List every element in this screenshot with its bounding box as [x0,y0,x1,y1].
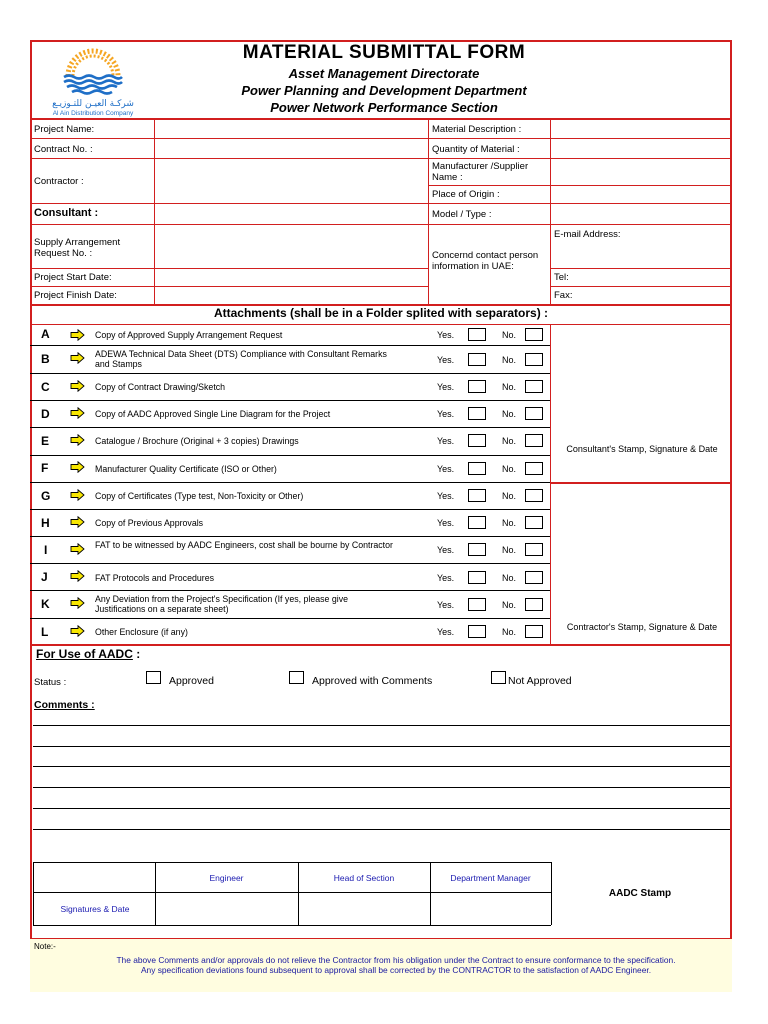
no-label: No. [502,491,517,501]
consultant-label: Consultant : [34,207,99,219]
note-label: Note:- [34,942,56,951]
row-letter: J [41,570,48,584]
approved-checkbox[interactable] [146,671,161,684]
yes-checkbox[interactable] [468,328,486,341]
arrow-right-icon [70,597,85,609]
divider [30,563,550,564]
divider [30,158,732,159]
engineer-header: Engineer [209,873,244,883]
aadc-heading [36,647,140,661]
divider [30,268,428,269]
divider [550,286,732,287]
email-label: E-mail Address: [554,229,621,240]
place-of-origin-label: Place of Origin : [432,189,500,200]
yes-label: Yes. [437,355,455,365]
attachment-text: Manufacturer Quality Certificate (ISO or Other) [95,464,277,474]
no-label: No. [502,436,517,446]
yes-label: Yes. [437,409,455,419]
no-label: No. [502,382,517,392]
divider [551,862,552,925]
comment-line[interactable] [33,746,730,747]
divider [154,118,155,304]
no-checkbox[interactable] [525,489,543,502]
contract-no-label: Contract No. : [34,144,93,155]
no-label: No. [502,518,517,528]
no-label: No. [502,355,517,365]
comments-label: Comments : [34,699,95,711]
divider [30,118,732,120]
divider [30,286,428,287]
yes-checkbox[interactable] [468,380,486,393]
yes-checkbox[interactable] [468,516,486,529]
aadc-stamp-label: AADC Stamp [608,888,672,899]
arrow-right-icon [70,625,85,637]
yes-label: Yes. [437,600,455,610]
project-name-label: Project Name: [34,124,95,135]
divider [30,455,550,456]
divider [30,644,732,646]
no-label: No. [502,330,517,340]
head-of-section-header: Head of Section [333,873,395,883]
attachment-text: Copy of Previous Approvals [95,518,204,528]
divider [30,509,550,510]
aadc-heading-text: For Use of AADC [36,647,133,661]
yes-checkbox[interactable] [468,543,486,556]
fax-label: Fax: [554,290,573,301]
no-checkbox[interactable] [525,516,543,529]
manufacturer-label: Manufacturer /Supplier Name : [432,161,529,183]
no-checkbox[interactable] [525,543,543,556]
row-letter: B [41,352,50,366]
no-label: No. [502,409,517,419]
arrow-right-icon [70,352,85,364]
yes-label: Yes. [437,518,455,528]
no-checkbox[interactable] [525,598,543,611]
divider [30,482,550,483]
no-checkbox[interactable] [525,462,543,475]
directorate-title: Asset Management Directorate [288,66,480,81]
arrow-right-icon [70,489,85,501]
not-approved-label: Not Approved [508,675,572,687]
divider [33,862,34,925]
row-letter: H [41,516,50,530]
yes-checkbox[interactable] [468,462,486,475]
quantity-label: Quantity of Material : [432,144,520,155]
form-frame [30,40,732,992]
engineer-signature-cell[interactable] [156,894,297,924]
head-of-section-signature-cell[interactable] [299,894,429,924]
department-title: Power Planning and Development Department [241,83,527,98]
row-letter: K [41,597,50,611]
yes-checkbox[interactable] [468,598,486,611]
consultant-stamp-label: Consultant's Stamp, Signature & Date [566,444,718,454]
logo-english-name: Al Ain Distribution Company [52,110,134,117]
arrow-right-icon [70,434,85,446]
divider [30,224,732,225]
no-checkbox[interactable] [525,434,543,447]
attachment-text: Copy of AADC Approved Single Line Diagram for the Project [95,409,331,419]
arrow-right-icon [70,407,85,419]
yes-checkbox[interactable] [468,571,486,584]
status-label: Status : [34,677,67,688]
arrow-right-icon [70,570,85,582]
yes-checkbox[interactable] [468,353,486,366]
department-manager-header: Department Manager [450,873,531,883]
signatures-date-label: Signatures & Date [60,904,130,914]
divider [30,536,550,537]
comment-line[interactable] [33,808,730,809]
divider [30,427,550,428]
form-title: MATERIAL SUBMITTAL FORM [242,42,526,63]
yes-label: Yes. [437,464,455,474]
divider [550,482,732,484]
yes-label: Yes. [437,382,455,392]
row-letter: C [41,380,50,394]
no-checkbox[interactable] [525,353,543,366]
yes-label: Yes. [437,545,455,555]
section-title: Power Network Performance Section [270,100,498,115]
arrow-right-icon [70,380,85,392]
comment-line[interactable] [33,787,730,788]
no-label: No. [502,545,517,555]
attachment-text: Any Deviation from the Project's Specification (If yes, please give Justifications on a separate sheet) [95,594,348,614]
divider [33,862,551,863]
yes-checkbox[interactable] [468,489,486,502]
no-checkbox[interactable] [525,328,543,341]
no-label: No. [502,600,517,610]
attachment-text: Copy of Contract Drawing/Sketch [95,382,226,392]
divider [30,938,732,939]
not-approved-checkbox[interactable] [491,671,506,684]
attachment-text: Copy of Certificates (Type test, Non-Toxicity or Other) [95,491,304,501]
aadc-heading-colon: : [132,647,141,661]
tel-label: Tel: [554,272,569,283]
note-text [64,955,728,975]
yes-checkbox[interactable] [468,434,486,447]
note-line-1: The above Comments and/or approvals do not relieve the Contractor from his obligation under the Contract to ensure conformance to the specification. [116,955,676,965]
approved-with-comments-checkbox[interactable] [289,671,304,684]
attachment-text: FAT Protocols and Procedures [95,573,214,583]
model-type-label: Model / Type : [432,209,492,220]
divider [30,138,732,139]
divider [33,925,551,926]
row-letter: I [44,543,48,557]
attachment-text: Other Enclosure (if any) [95,627,188,637]
row-letter: E [41,434,50,448]
yes-label: Yes. [437,627,455,637]
divider [550,118,551,304]
yes-label: Yes. [437,573,455,583]
attachment-text: Catalogue / Brochure (Original + 3 copies) Drawings [95,436,299,446]
divider [33,892,551,893]
divider [550,268,732,269]
contractor-stamp-label: Contractor's Stamp, Signature & Date [566,622,718,632]
row-letter: A [41,327,50,341]
no-label: No. [502,573,517,583]
arrow-right-icon [70,516,85,528]
divider [30,203,732,204]
attachment-text: FAT to be witnessed by AADC Engineers, cost shall be bourne by Contractor [95,540,393,550]
arrow-right-icon [70,461,85,473]
project-finish-label: Project Finish Date: [34,290,117,301]
contact-person-label: Concernd contact person information in UAE: [432,250,539,272]
attachment-text: Copy of Approved Supply Arrangement Request [95,330,283,340]
divider [550,324,551,644]
divider [30,400,550,401]
arrow-right-icon [70,543,85,555]
yes-label: Yes. [437,491,455,501]
note-line-2: Any specification deviations found subsequent to approval shall be corrected by the CONTRACTOR to the satisfaction of AADC Engineer. [140,965,652,975]
material-description-label: Material Description : [432,124,522,135]
row-letter: F [41,461,49,475]
comment-line[interactable] [33,829,730,830]
supply-arrangement-label: Supply Arrangement Request No. : [34,237,121,259]
row-letter: G [41,489,51,503]
attachments-heading: Attachments (shall be in a Folder splited with separators) : [213,306,549,320]
yes-checkbox[interactable] [468,407,486,420]
yes-label: Yes. [437,330,455,340]
divider [30,345,550,346]
no-label: No. [502,627,517,637]
logo-arabic-name: شركـة العيـن للتـوزيـع [52,99,134,109]
no-checkbox[interactable] [525,380,543,393]
row-letter: D [41,407,50,421]
yes-label: Yes. [437,436,455,446]
contractor-label: Contractor : [34,176,84,187]
approved-with-comments-label: Approved with Comments [312,675,433,687]
no-checkbox[interactable] [525,407,543,420]
divider [30,590,550,591]
divider [428,185,732,186]
arrow-right-icon [70,329,85,341]
divider [30,373,550,374]
no-checkbox[interactable] [525,571,543,584]
divider [428,118,429,304]
divider [30,618,550,619]
approved-label: Approved [169,675,214,687]
row-letter: L [41,625,49,639]
divider [30,324,732,325]
comment-line[interactable] [33,766,730,767]
project-start-label: Project Start Date: [34,272,112,283]
department-manager-signature-cell[interactable] [431,894,550,924]
no-label: No. [502,464,517,474]
comment-line[interactable] [33,725,730,726]
attachment-text: ADEWA Technical Data Sheet (DTS) Compliance with Consultant Remarks and Stamps [95,349,387,369]
yes-checkbox[interactable] [468,625,486,638]
no-checkbox[interactable] [525,625,543,638]
